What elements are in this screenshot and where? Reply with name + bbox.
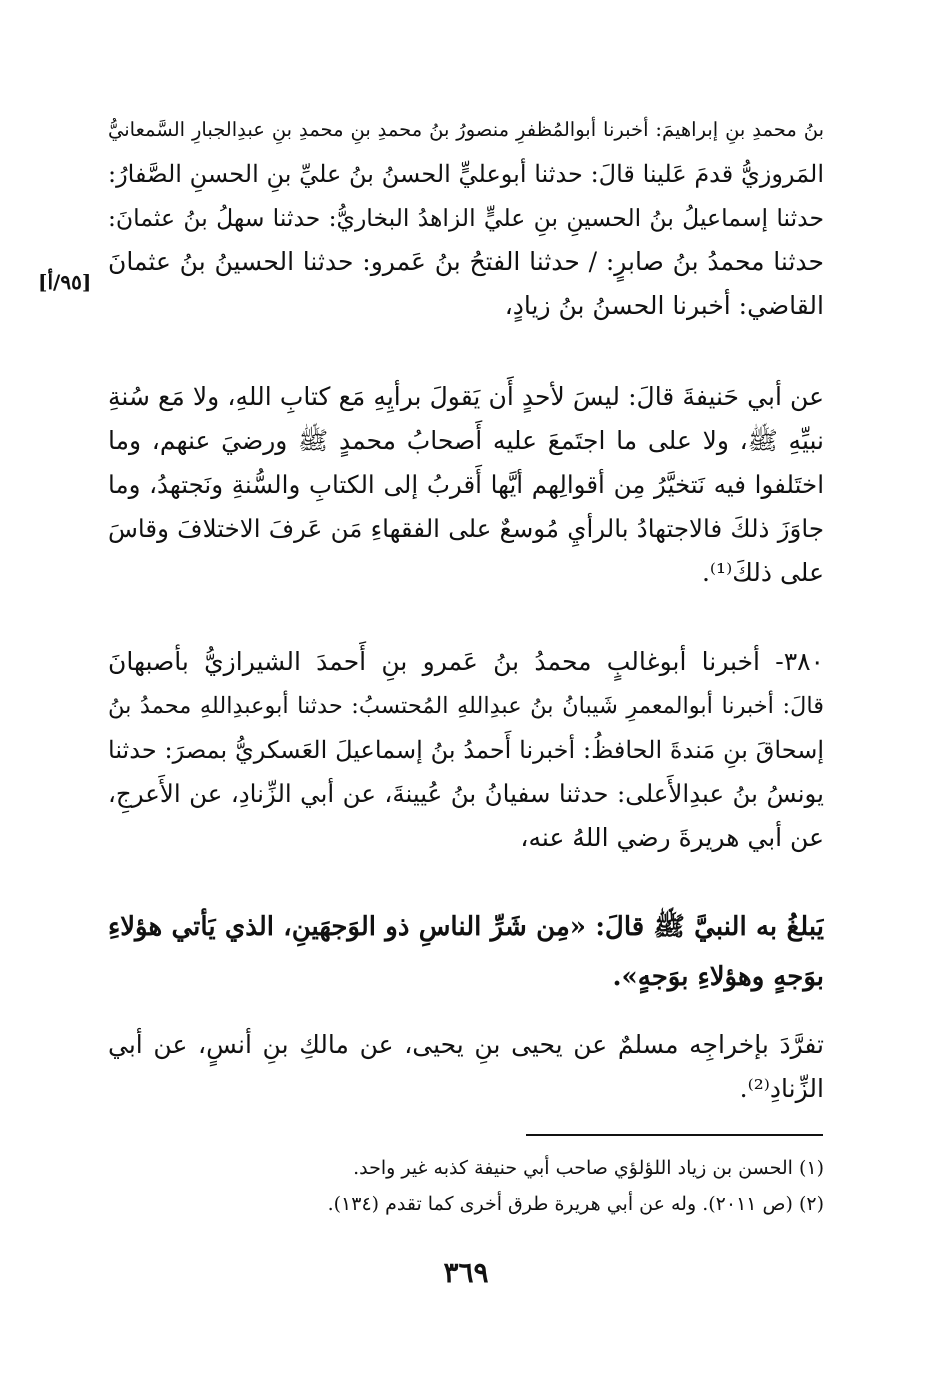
text-line: تفرَّدَ بإخراجِه مسلمٌ عن يحيى بنِ يحيى، عن مالكِ بنِ أنسٍ، عن أبي [108,1030,824,1059]
text-line: المَروزيُّ قدمَ عَلينا قالَ: حدثنا أبوعليٍّ الحسنُ بنُ عليِّ بنِ الحسنِ الصَّفارُ: [108,160,824,188]
text-line: عن أبي حَنيفةَ قالَ: ليسَ لأحدٍ أَن يَقولَ برأيِهِ مَع كتابِ اللهِ، ولا مَع سُنةِ [108,382,824,411]
text-line: نبيِّهِ ﷺ، ولا على ما اجتَمعَ عليه أَصحابُ محمدٍ ﷺ ورضيَ عنهم، وما [108,426,824,455]
footnotes [108,1150,824,1222]
text-line: ٣٨٠- أخبرنا أبوغالبٍ محمدُ بنُ عَمرو بنِ أَحمدَ الشيرازيُّ بأصبهانَ [108,647,824,676]
folio-margin-note: [٩٥/أ] [38,270,92,294]
paragraph-abu-hanifa-quote [108,375,824,595]
text-line: إسحاقَ بنِ مَندةَ الحافظُ: أخبرنا أَحمدُ بنُ إسماعيلَ العَسكريُّ بمصرَ: حدثنا [108,736,824,764]
text-line: على ذلكَ⁽¹⁾. [701,558,824,587]
text-line: اختَلفوا فيه نَتخيَّرُ مِن أقوالِهم أيَّها أَقربُ إلى الكتابِ والسُّنةِ ونَجتهدُ، وما [108,470,824,499]
page-number: ٣٦٩ [443,1256,489,1289]
text-line: بنُ محمدِ بنِ إبراهيمَ: أخبرنا أبوالمُظفرِ منصورُ بنُ محمدِ بنِ محمدِ بنِ عبدِالجبارِ السَّمعانيُّ [108,118,824,141]
paragraph-hadith-matn [108,902,824,1002]
text-line: بوَجهٍ وهؤلاءِ بوَجهٍ». [612,962,824,992]
footnote-divider [526,1134,823,1136]
paragraph-takhrij [108,1023,824,1111]
text-line: الزِّنادِ⁽²⁾. [739,1074,824,1103]
text-line: يونسُ بنُ عبدِالأَعلى: حدثنا سفيانُ بنُ عُيينةَ، عن أبي الزِّنادِ، عن الأَعرجِ، [108,779,824,808]
text-line: حدثنا إسماعيلُ بنُ الحسينِ بنِ عليٍّ الزاهدُ البخاريُّ: حدثنا سهلُ بنُ عثمانَ: [108,204,824,232]
text-line: قالَ: أخبرنا أبوالمعمرِ شَيبانُ بنُ عبدِاللهِ المُحتسبُ: حدثنا أبوعبدِاللهِ محمدُ بنُ [108,693,824,719]
text-line: حدثنا محمدُ بنُ صابرٍ: / حدثنا الفتحُ بنُ عَمرو: حدثنا الحسينُ بنُ عثمانَ [108,247,824,276]
text-line: يَبلغُ به النبيَّ ﷺ قالَ: «مِن شَرِّ الناسِ ذو الوَجهَينِ، الذي يَأتي هؤلاءِ [108,912,824,942]
paragraph-isnad-chain [108,108,824,328]
footnote-1: (١) الحسن بن زياد اللؤلؤي صاحب أبي حنيفة كذبه غير واحد. [353,1157,824,1179]
footnote-2: (٢) (ص ٢٠١١). وله عن أبي هريرة طرق أخرى كما تقدم (١٣٤). [327,1193,824,1215]
paragraph-hadith-380-isnad [108,640,824,860]
text-line: عن أبي هريرةَ رضي اللهُ عنه، [520,823,824,852]
text-line: القاضي: أخبرنا الحسنُ بنُ زيادٍ، [504,291,824,320]
text-line: جاوَزَ ذلكَ فالاجتهادُ بالرأيِ مُوسعٌ على الفقهاءِ مَن عَرفَ الاختلافَ وقاسَ [108,514,824,543]
